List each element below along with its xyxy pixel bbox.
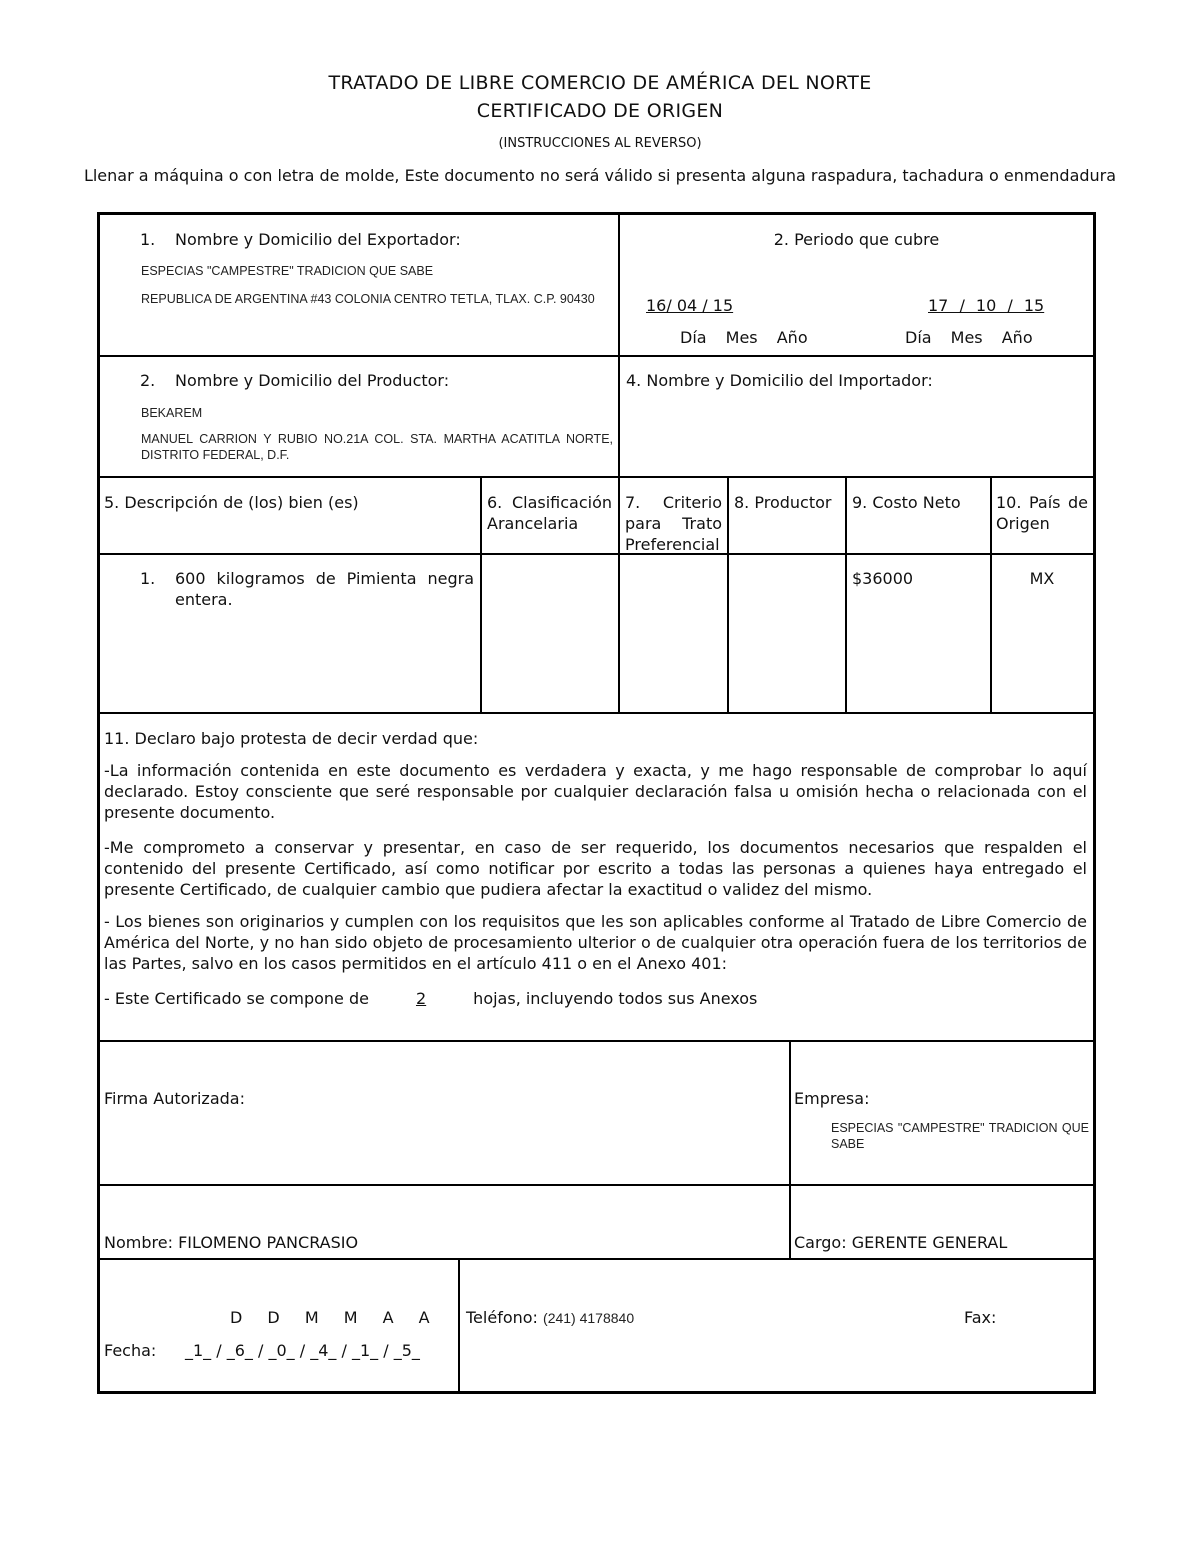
phone-label: Teléfono:	[466, 1308, 538, 1327]
goods-row-country: MX	[1029, 569, 1055, 588]
doc-title: TRATADO DE LIBRE COMERCIO DE AMÉRICA DEL NORTE	[328, 72, 872, 94]
signer-position-line	[794, 1232, 1007, 1253]
declaration-pages-before: - Este Certificado se compone de	[104, 989, 369, 1008]
goods-desc-header: 5. Descripción de (los) bien (es)	[104, 493, 359, 512]
company-label: Empresa:	[794, 1089, 870, 1108]
period-to: 17 / 10 / 15	[928, 296, 1045, 315]
signature-label: Firma Autorizada:	[104, 1089, 245, 1108]
phone-value: (241) 4178840	[543, 1310, 635, 1326]
instructions-note: (INSTRUCCIONES AL REVERSO)	[498, 136, 702, 151]
exporter-name: ESPECIAS "CAMPESTRE" TRADICION QUE SABE	[141, 264, 434, 278]
signer-name-label: Nombre:	[104, 1233, 173, 1252]
signer-position-label: Cargo:	[794, 1233, 847, 1252]
fax-label: Fax:	[964, 1308, 997, 1327]
date-format-header: D D M M A A	[230, 1308, 430, 1327]
period-to-units: Día Mes Año	[905, 328, 1033, 347]
declaration-p1: -La información contenida en este documento es verdadera y exacta, y me hago responsable de comprobar lo aquí declarado. Estoy consciente que seré responsable por cualquier declaración falsa u omisión hecha o relacionada con el presente documento.	[104, 761, 1087, 822]
company-value: ESPECIAS "CAMPESTRE" TRADICION QUE SABE	[831, 1121, 1089, 1151]
goods-country-header: 10. País de Origen	[996, 493, 1088, 533]
goods-row-cost: $36000	[852, 569, 914, 588]
declaration-pages-after: hojas, incluyendo todos sus Anexos	[473, 989, 758, 1008]
goods-row-num: 1.	[140, 569, 156, 588]
period-from-units: Día Mes Año	[680, 328, 808, 347]
date-label: Fecha:	[104, 1341, 157, 1360]
goods-classification-header: 6. Clasificación Arancelaria	[487, 493, 612, 533]
signer-name: FILOMENO PANCRASIO	[178, 1233, 359, 1252]
goods-cost-header: 9. Costo Neto	[852, 493, 961, 512]
declaration-pages-count: 2	[415, 989, 427, 1008]
date-value: _1_ / _6_ / _0_ / _4_ / _1_ / _5_	[185, 1341, 420, 1360]
producer-num: 2.	[140, 371, 156, 390]
period-from: 16/ 04 / 15	[646, 296, 734, 315]
phone-line	[466, 1307, 634, 1328]
declaration-p3: - Los bienes son originarios y cumplen con los requisitos que les son aplicables conforme al Tratado de Libre Comercio de América del Norte, y no han sido objeto de procesamiento ulterior o de cualquier otra operación fuera de los territorios de las Partes, salvo en los casos permitidos en el artículo 411 o en el Anexo 401:	[104, 912, 1087, 973]
goods-criterion-header: 7. Criterio para Trato Preferencial	[625, 493, 722, 554]
fill-instructions: Llenar a máquina o con letra de molde, Este documento no será válido si presenta alguna raspadura, tachadura o enmendadura	[83, 166, 1117, 185]
declaration-title: 11. Declaro bajo protesta de decir verdad que:	[104, 729, 479, 748]
exporter-num: 1.	[140, 230, 156, 249]
exporter-label: Nombre y Domicilio del Exportador:	[175, 230, 461, 249]
signer-name-line	[104, 1232, 358, 1253]
certificate-form	[97, 212, 1096, 1394]
importer-label: 4. Nombre y Domicilio del Importador:	[626, 371, 933, 390]
declaration-p2: -Me comprometo a conservar y presentar, en caso de ser requerido, los documentos necesarios que respalden el contenido del presente Certificado, así como notificar por escrito a todas las personas a quienes haya entregado el presente Certificado, de cualquier cambio que pudiera afectar la exactitud o validez del mismo.	[104, 838, 1087, 899]
goods-producer-header: 8. Productor	[734, 493, 832, 512]
declaration-pages-line	[104, 988, 757, 1009]
period-label: 2. Periodo que cubre	[773, 230, 940, 249]
doc-subtitle: CERTIFICADO DE ORIGEN	[476, 100, 724, 122]
goods-row-desc: 600 kilogramos de Pimienta negra entera.	[175, 569, 474, 609]
producer-address: MANUEL CARRION Y RUBIO NO.21A COL. STA. MARTHA ACATITLA NORTE, DISTRITO FEDERAL, D.F.	[141, 432, 613, 462]
signer-position: GERENTE GENERAL	[851, 1233, 1008, 1252]
producer-label: Nombre y Domicilio del Productor:	[175, 371, 450, 390]
producer-name: BEKAREM	[141, 406, 203, 420]
exporter-address: REPUBLICA DE ARGENTINA #43 COLONIA CENTRO TETLA, TLAX. C.P. 90430	[141, 292, 595, 306]
